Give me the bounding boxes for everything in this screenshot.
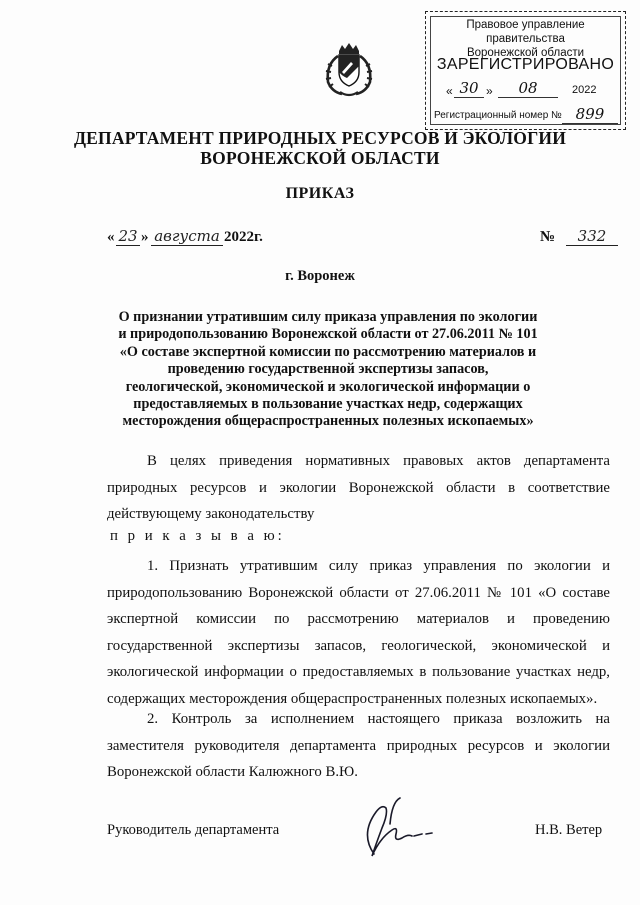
stamp-regno-value: 899 [562,105,618,124]
order-number-label: № [540,229,556,245]
stamp-regno-label: Регистрационный номер № [434,110,562,121]
body-item-2: 2. Контроль за исполнением настоящего приказа возложить на заместителя руководителя департамента природных ресурсов и экологии Воронежской области Калюжного В.Ю. [107,711,610,781]
stamp-registered-label: ЗАРЕГИСТРИРОВАНО [436,56,615,73]
stamp-quote-close: » [486,84,493,98]
order-date [107,229,307,249]
stamp-year: 2022 [572,84,597,96]
order-date-quote-close: » [141,229,149,245]
registration-stamp [425,11,626,130]
body-item-1: 1. Признать утратившим силу приказ управления по экологии и природопользованию Воронежской области от 27.06.2011 № 101 «О составе экспертной комиссии по рассмотрению материалов и проведению государственной экспертизы запасов, геологической, экономической и экологической информации о предоставляемых в пользование участках недр, содержащих месторождения общераспространенных полезных ископаемых». [107,558,610,707]
order-number-value: 332 [566,227,618,246]
order-subject: О признании утратившим силу приказа управления по экологии и природопользованию Воронежской области от 27.06.2011 № 101 «О составе экспертной комиссии по рассмотрению материалов и проведению государственной экспертизы запасов, геологической, экономической и экологической информации о предоставляемых в пользование участках недр, содержащих месторождения общераспространенных полезных ископаемых» [118,309,538,430]
stamp-date [440,79,619,102]
order-number [540,229,630,249]
order-date-month: августа [151,227,223,246]
department-name [0,128,640,168]
handwritten-signature-icon [352,794,447,864]
document-type: ПРИКАЗ [285,185,355,202]
stamp-org-line1: Правовое управление правительства [466,19,585,45]
department-name-line2: ВОРОНЕЖСКОЙ ОБЛАСТИ [200,148,440,168]
body-intro: В целях приведения нормативных правовых актов департамента природных ресурсов и экологии Воронежской области в соответствие действующему законодательству [107,453,610,523]
order-date-day: 23 [116,227,140,246]
order-city: г. Воронеж [285,268,355,284]
body-prikazyvayu: п р и к а з ы в а ю: [110,528,285,544]
order-date-year: 2022г. [224,229,263,245]
stamp-quote-open: « [446,84,453,98]
stamp-registration-number [434,105,619,126]
voronezh-coat-of-arms-icon [318,42,380,100]
signatory-name: Н.В. Ветер [535,822,603,838]
stamp-org-line2: Воронежской области [466,47,585,59]
stamp-day: 30 [454,79,484,98]
signatory-position: Руководитель департамента [107,822,280,838]
stamp-organization [426,18,625,60]
stamp-month: 08 [498,79,558,98]
department-name-line1: ДЕПАРТАМЕНТ ПРИРОДНЫХ РЕСУРСОВ И ЭКОЛОГИИ [73,128,567,148]
order-date-quote-open: « [107,229,115,245]
